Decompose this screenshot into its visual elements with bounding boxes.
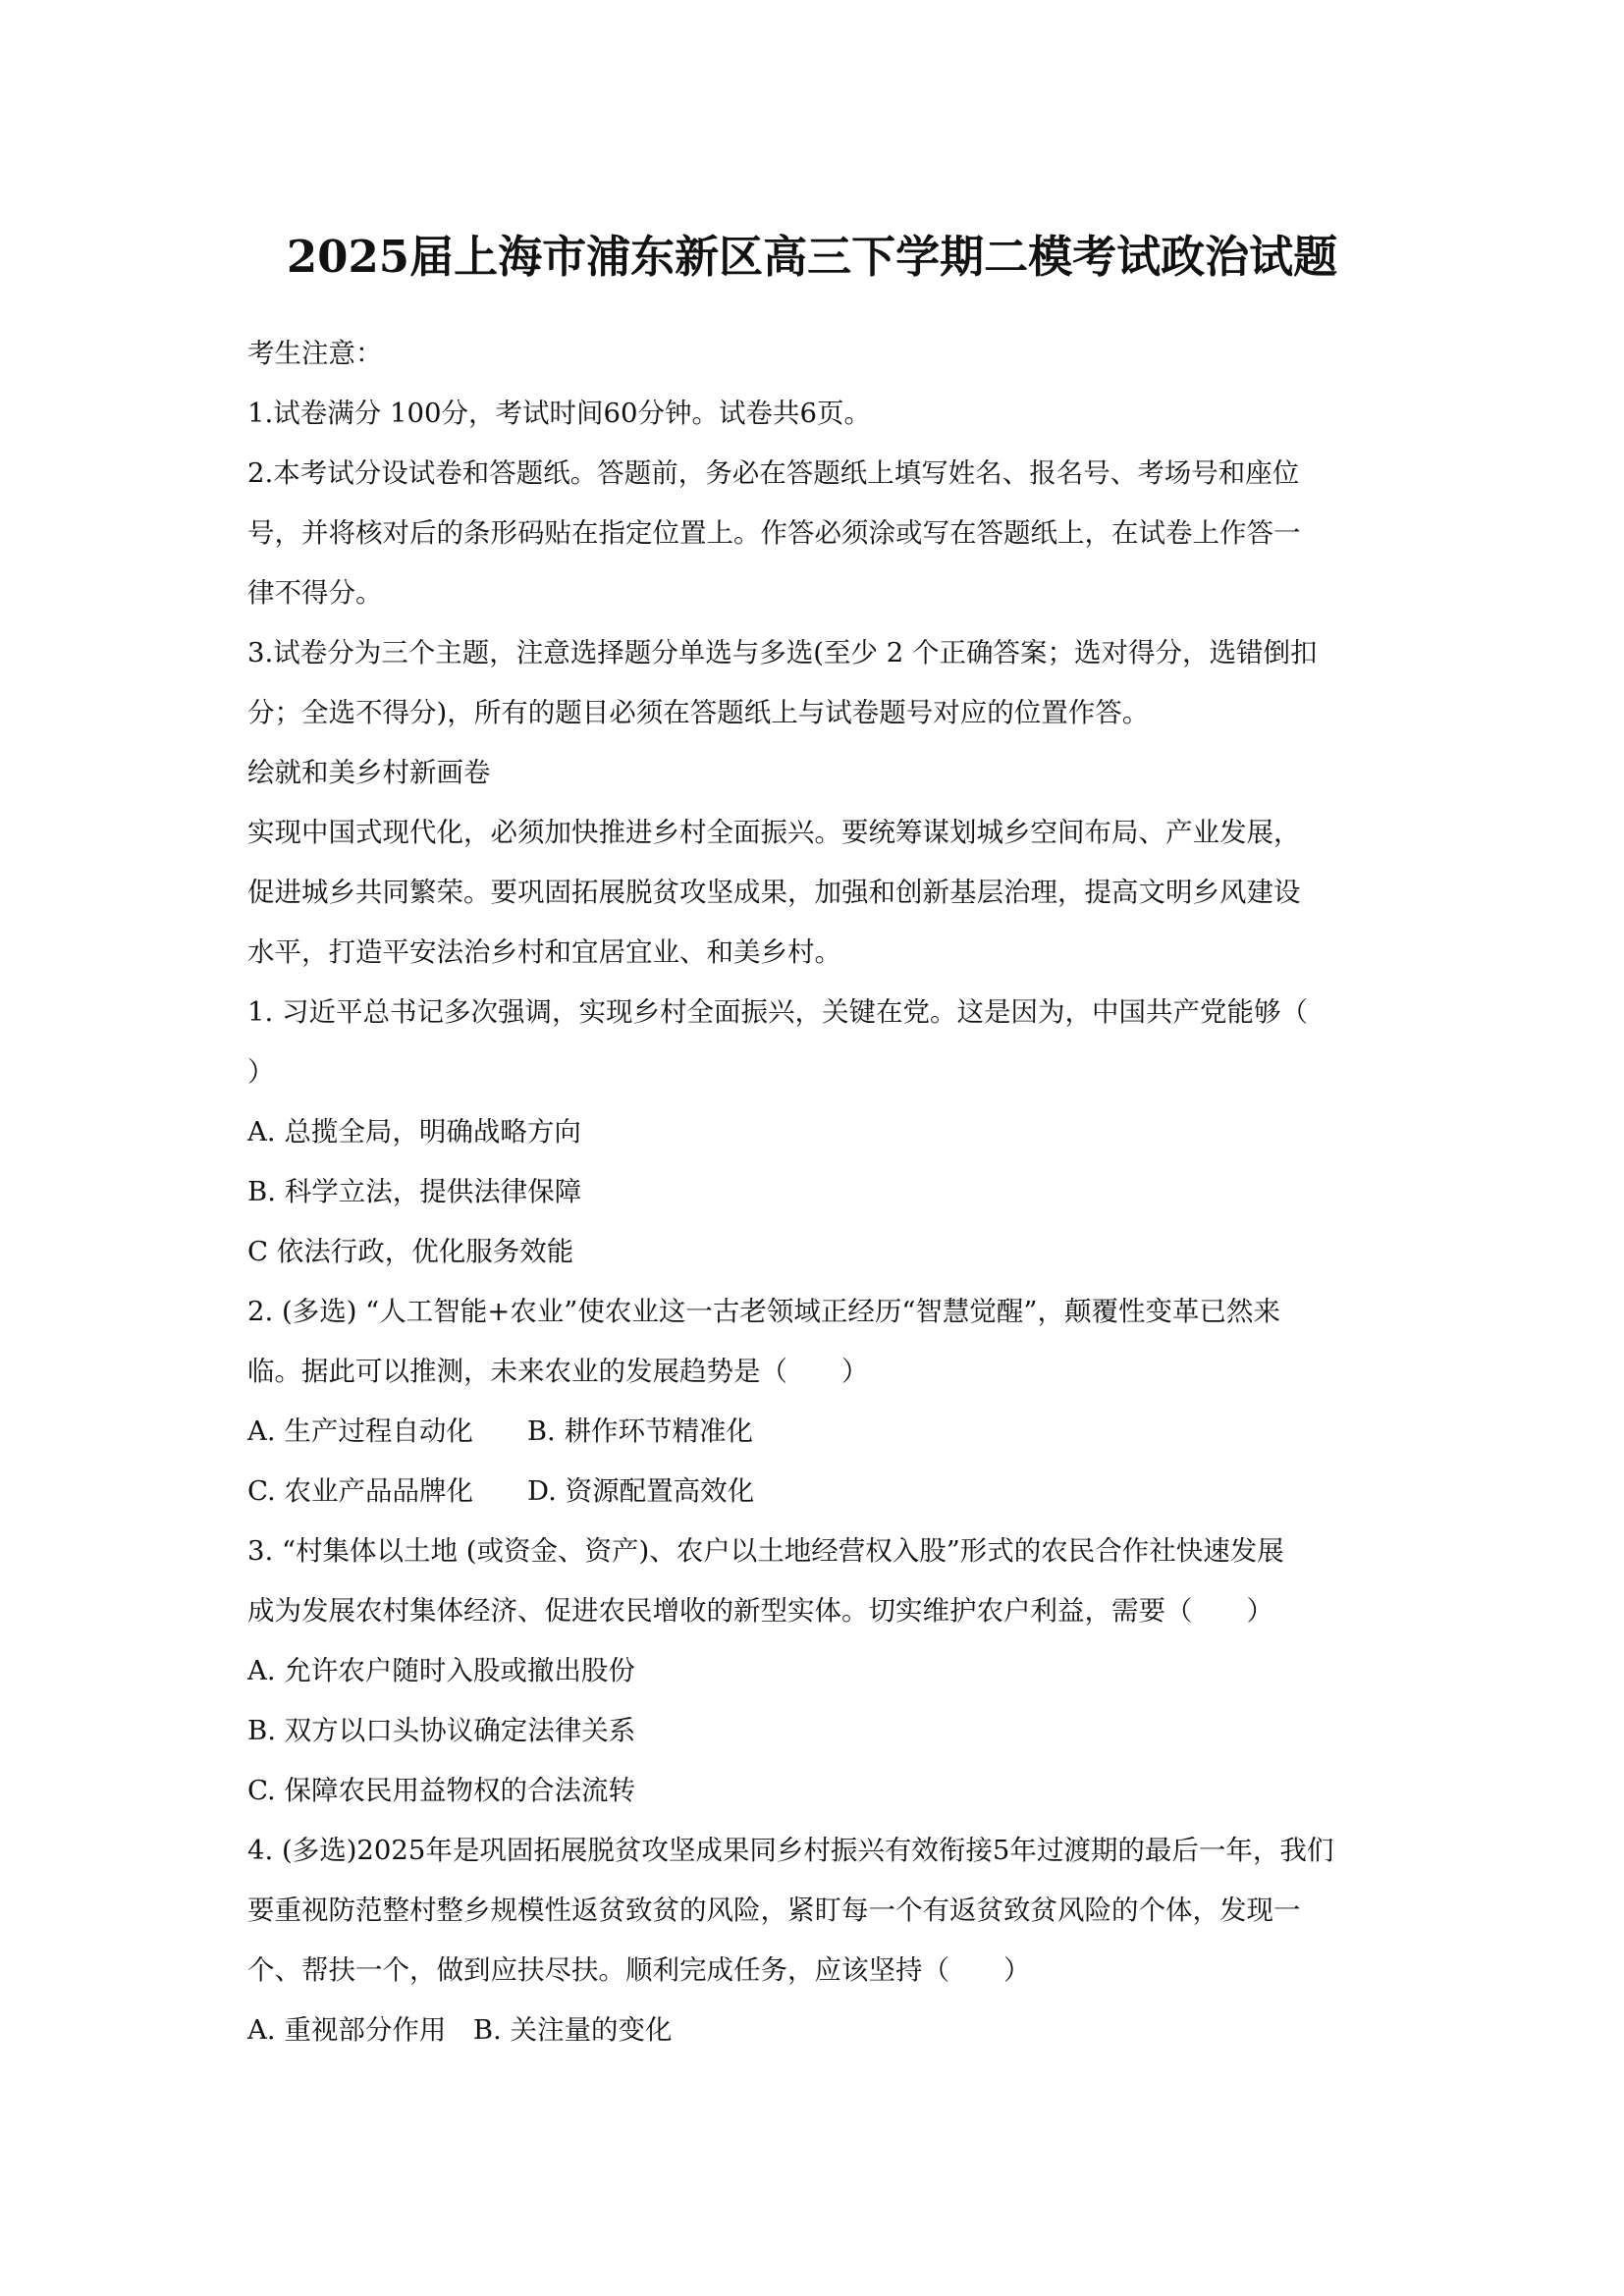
question-2-stem-line-2: 临。据此可以推测，未来农业的发展趋势是（ ） <box>247 1356 869 1387</box>
question-2-options-ab: A. 生产过程自动化 B. 耕作环节精准化 <box>247 1415 754 1447</box>
question-2-stem-line-1: 2. (多选) “人工智能+农业”使农业这一古老领域正经历“智慧觉醒”，颠覆性变革已然来 <box>247 1296 1280 1327</box>
question-4-options-ab: A. 重视部分作用 B. 关注量的变化 <box>247 2014 673 2046</box>
section-heading: 绘就和美乡村新画卷 <box>247 757 491 788</box>
notice-item-1: 1.试卷满分 100分，考试时间60分钟。试卷共6页。 <box>247 398 871 429</box>
question-1-stem-line-1: 1. 习近平总书记多次强调，实现乡村全面振兴，关键在党。这是因为，中国共产党能够（ <box>247 996 1308 1028</box>
notice-item-3-line-1: 3.试卷分为三个主题，注意选择题分单选与多选(至少 2 个正确答案；选对得分，选错倒扣 <box>247 637 1318 668</box>
question-3-stem-line-1: 3. “村集体以土地 (或资金、资产)、农户以土地经营权入股”形式的农民合作社快速发展 <box>247 1535 1284 1567</box>
question-3-stem-line-2: 成为发展农村集体经济、促进农民增收的新型实体。切实维护农户利益，需要（ ） <box>247 1595 1273 1627</box>
question-3-option-b: B. 双方以口头协议确定法律关系 <box>247 1715 636 1746</box>
notice-item-2-line-2: 号，并将核对后的条形码贴在指定位置上。作答必须涂或写在答题纸上，在试卷上作答一 <box>247 517 1301 549</box>
section-intro-line-2: 促进城乡共同繁荣。要巩固拓展脱贫攻坚成果，加强和创新基层治理，提高文明乡风建设 <box>247 877 1301 908</box>
question-1-option-a: A. 总揽全局，明确战略方向 <box>247 1116 581 1148</box>
document-body <box>247 334 1392 2070</box>
notice-item-2-line-1: 2.本考试分设试卷和答题纸。答题前，务必在答题纸上填写姓名、报名号、考场号和座位 <box>247 457 1300 489</box>
notice-item-2-line-3: 律不得分。 <box>247 577 383 609</box>
question-4-stem-line-2: 要重视防范整村整乡规模性返贫致贫的风险，紧盯每一个有返贫致贫风险的个体，发现一 <box>247 1895 1301 1926</box>
section-intro-line-3: 水平，打造平安法治乡村和宜居宜业、和美乡村。 <box>247 936 841 968</box>
notice-heading: 考生注意： <box>247 338 383 369</box>
question-3-option-c: C. 保障农民用益物权的合法流转 <box>247 1775 636 1806</box>
section-intro-line-1: 实现中国式现代化，必须加快推进乡村全面振兴。要统筹谋划城乡空间布局、产业发展， <box>247 817 1301 848</box>
question-2-options-cd: C. 农业产品品牌化 D. 资源配置高效化 <box>247 1475 755 1507</box>
notice-item-3-line-2: 分；全选不得分)，所有的题目必须在答题纸上与试卷题号对应的位置作答。 <box>247 697 1150 728</box>
question-1-stem-line-2: ） <box>247 1056 275 1088</box>
question-4-stem-line-1: 4. (多选)2025年是巩固拓展脱贫攻坚成果同乡村振兴有效衔接5年过渡期的最后一年，我们 <box>247 1835 1334 1866</box>
question-4-stem-line-3: 个、帮扶一个，做到应扶尽扶。顺利完成任务，应该坚持（ ） <box>247 1954 1031 1986</box>
question-1-option-b: B. 科学立法，提供法律保障 <box>247 1176 582 1207</box>
question-1-option-c: C 依法行政，优化服务效能 <box>247 1236 574 1267</box>
question-3-option-a: A. 允许农户随时入股或撤出股份 <box>247 1655 635 1686</box>
page-title: 2025届上海市浦东新区高三下学期二模考试政治试题 <box>286 231 1338 283</box>
